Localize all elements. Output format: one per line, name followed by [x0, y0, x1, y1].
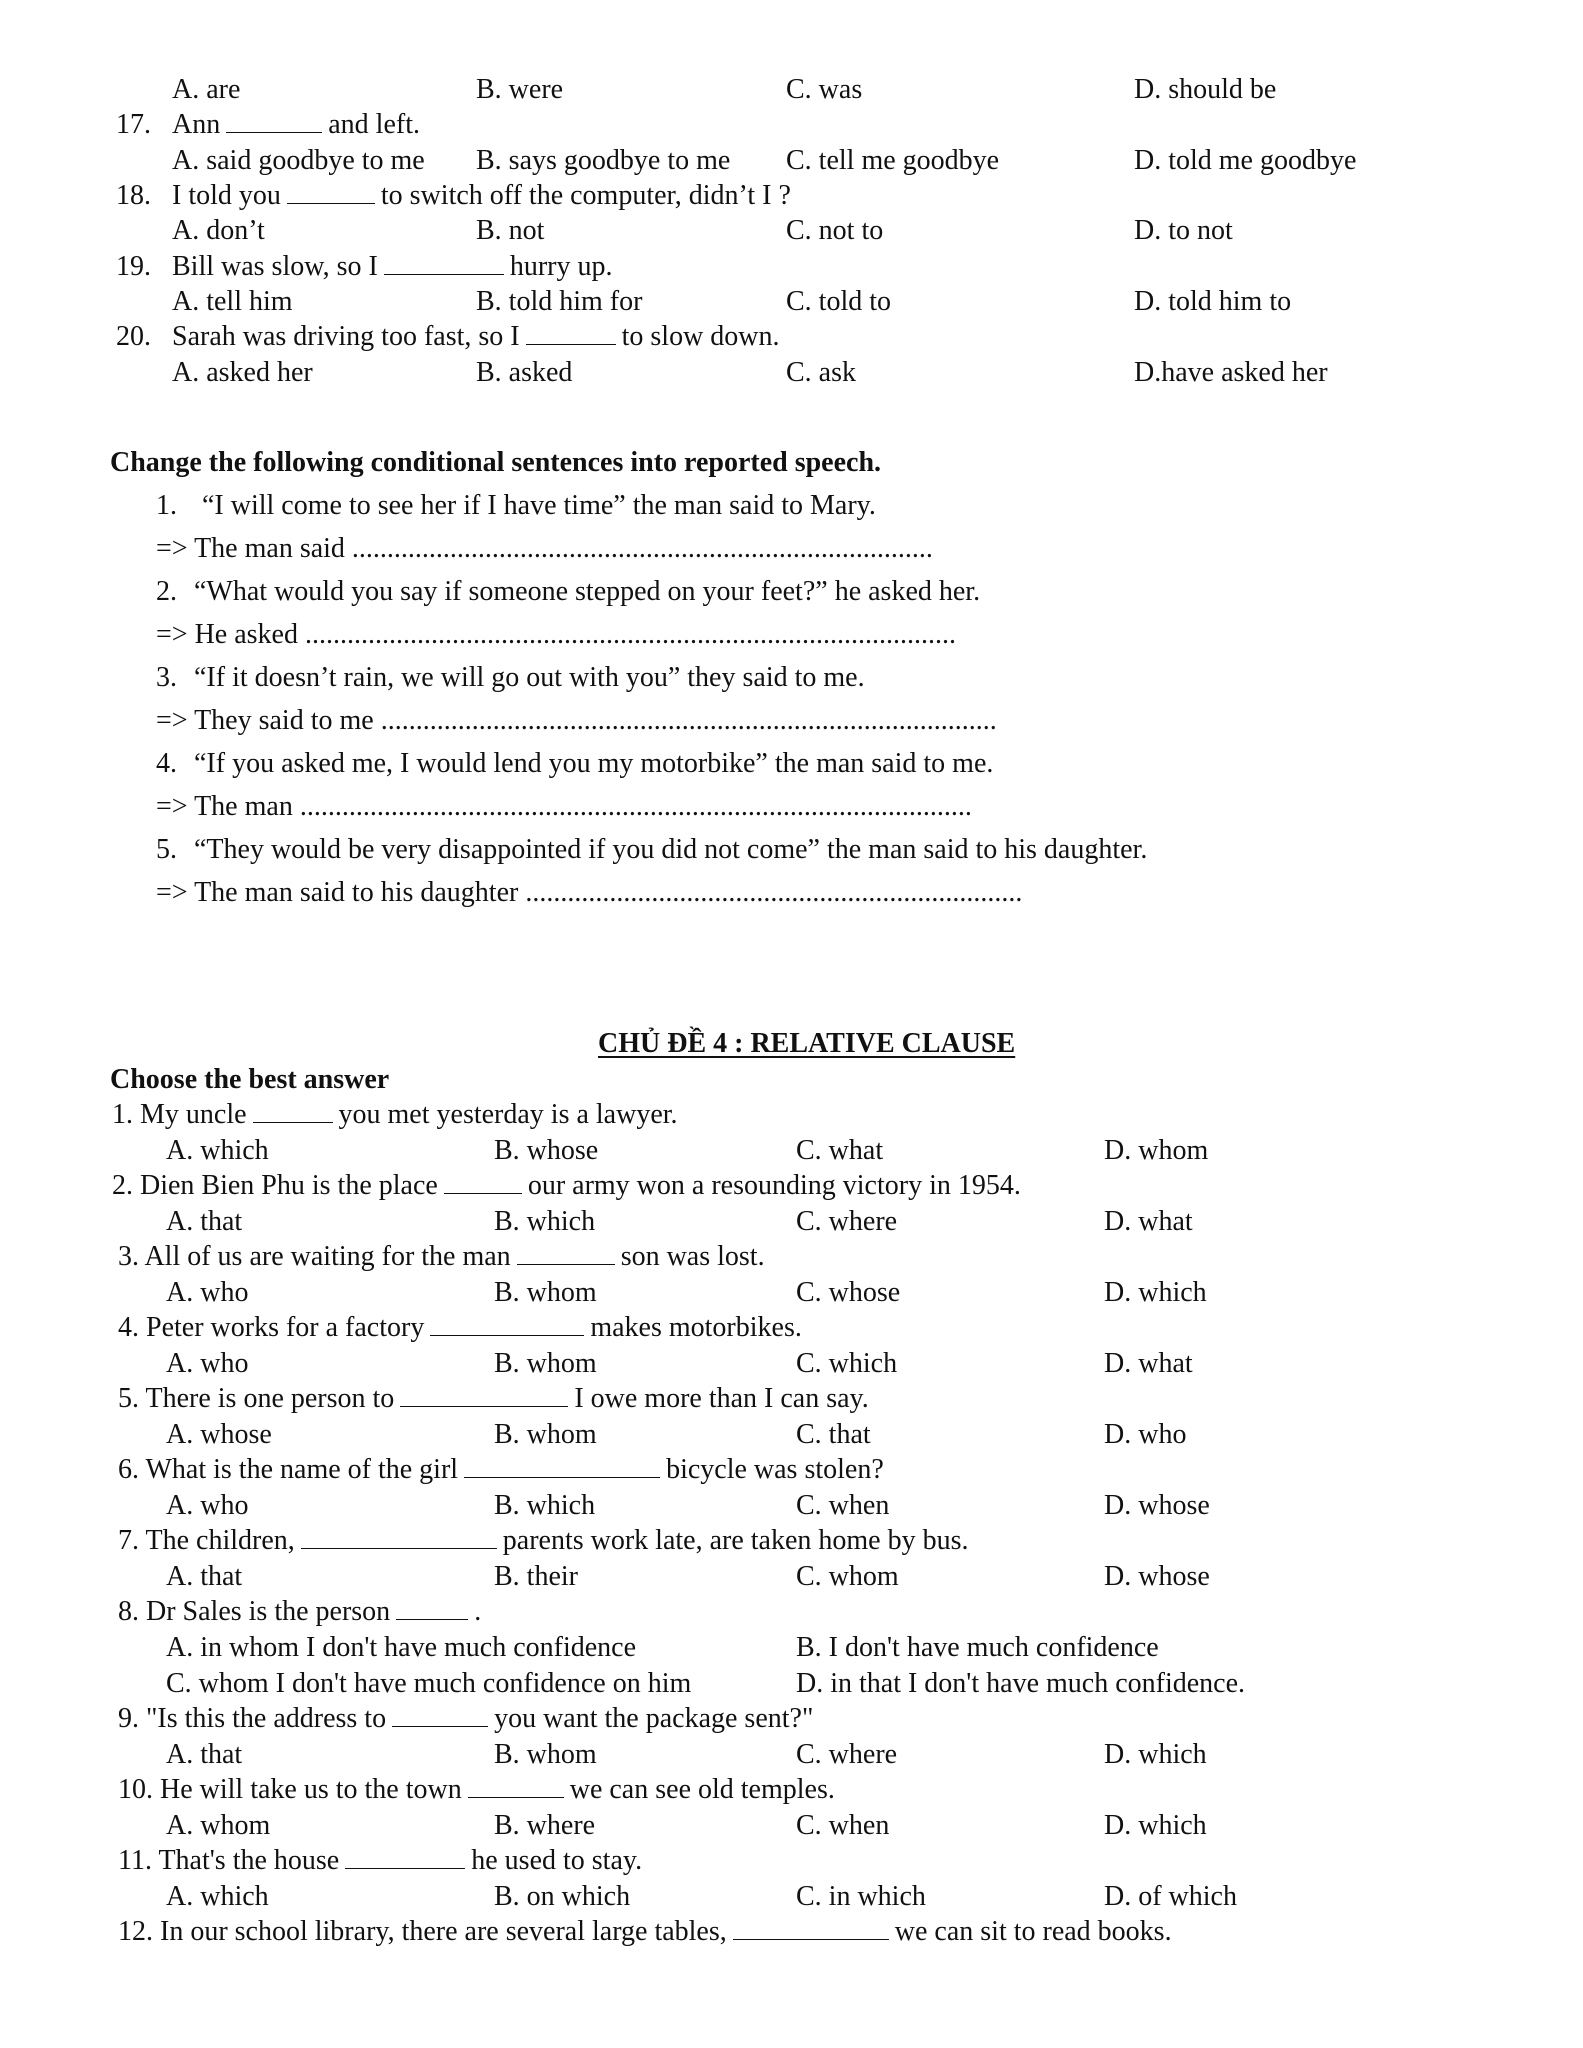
option-d: D.have asked her: [1134, 357, 1328, 388]
answer-prefix: => The man said: [156, 533, 345, 564]
stem-before: 9. "Is this the address to: [118, 1703, 387, 1734]
stem-after: to slow down.: [621, 321, 780, 352]
option-b: B. which: [494, 1206, 596, 1237]
option-a: A. which: [166, 1881, 269, 1912]
stem-before: 2. Dien Bien Phu is the place: [112, 1170, 438, 1201]
stem-after: you met yesterday is a lawyer.: [338, 1099, 678, 1130]
option-a: A. asked her: [172, 357, 313, 388]
answer-blank[interactable]: [345, 1844, 465, 1869]
stem-after: he used to stay.: [471, 1845, 643, 1876]
option-b: B. where: [494, 1810, 596, 1841]
option-a: A. that: [166, 1206, 243, 1237]
option-b: B. their: [494, 1561, 578, 1592]
option-a: A. are: [172, 74, 241, 105]
option-a: A. that: [166, 1739, 243, 1770]
answer-blank[interactable]: [287, 179, 375, 204]
option-c: C. told to: [786, 286, 892, 317]
option-c: C. when: [796, 1490, 890, 1521]
option-d: D. whose: [1104, 1561, 1210, 1592]
question-number: 17.: [116, 109, 151, 140]
answer-blank[interactable]: [253, 1098, 333, 1123]
answer-line-4[interactable]: [156, 790, 972, 824]
option-b: B. were: [476, 74, 564, 105]
stem-before: Ann: [172, 109, 221, 140]
option-a: A. whose: [166, 1419, 272, 1450]
answer-blank[interactable]: [444, 1169, 522, 1194]
option-c: C. not to: [786, 215, 884, 246]
answer-blank[interactable]: [517, 1240, 615, 1265]
question-number: 19.: [116, 251, 151, 282]
option-c: C. that: [796, 1419, 871, 1450]
answer-dots[interactable]: .......................................................................: [525, 877, 1023, 908]
answer-blank[interactable]: [468, 1773, 564, 1798]
option-a: A. who: [166, 1490, 249, 1521]
stem-after: we can see old temples.: [569, 1774, 835, 1805]
option-d: D. whom: [1104, 1135, 1209, 1166]
stem-after: parents work late, are taken home by bus.: [502, 1525, 969, 1556]
option-b: B. whom: [494, 1277, 597, 1308]
item-sentence: “If it doesn’t rain, we will go out with you” they said to me.: [194, 662, 865, 693]
rc-question-8: [118, 1595, 481, 1629]
option-b: B. I don't have much confidence: [796, 1632, 1159, 1663]
answer-dots[interactable]: ........................................................................................: [380, 705, 997, 736]
stem-before: 1. My uncle: [112, 1099, 247, 1130]
answer-dots[interactable]: .............................................................................................: [304, 619, 956, 650]
mcq-q18-stem: [116, 179, 791, 213]
option-c: C. whom I don't have much confidence on him: [166, 1668, 692, 1699]
option-c: C. where: [796, 1739, 898, 1770]
option-d: D. what: [1104, 1206, 1193, 1237]
option-c: C. what: [796, 1135, 884, 1166]
rc-question-2: [112, 1169, 1021, 1203]
item-number: 3.: [156, 662, 177, 693]
answer-line-2[interactable]: [156, 618, 956, 652]
conditional-item-4: [156, 747, 993, 781]
rc-question-4: [118, 1311, 802, 1345]
stem-before: Sarah was driving too fast, so I: [172, 321, 520, 352]
option-b: B. whose: [494, 1135, 599, 1166]
stem-after: makes motorbikes.: [590, 1312, 802, 1343]
answer-blank[interactable]: [384, 250, 504, 275]
stem-after: we can sit to read books.: [894, 1916, 1172, 1947]
option-d: D. which: [1104, 1810, 1207, 1841]
conditional-item-3: [156, 661, 865, 695]
option-a: A. who: [166, 1277, 249, 1308]
rc-question-9: [118, 1702, 813, 1736]
option-d: D. in that I don't have much confidence.: [796, 1668, 1246, 1699]
answer-blank[interactable]: [301, 1524, 497, 1549]
option-d: D. should be: [1134, 74, 1277, 105]
option-a: A. don’t: [172, 215, 265, 246]
option-d: D. what: [1104, 1348, 1193, 1379]
option-b: B. whom: [494, 1348, 597, 1379]
option-c: C. whose: [796, 1277, 901, 1308]
rc-question-12: [118, 1915, 1172, 1949]
question-number: 20.: [116, 321, 151, 352]
section-title-relative-clause: CHỦ ĐỀ 4 : RELATIVE CLAUSE: [598, 1028, 1016, 1059]
item-number: 1.: [156, 490, 177, 521]
option-b: B. says goodbye to me: [476, 145, 731, 176]
option-c: C. where: [796, 1206, 898, 1237]
stem-after: and left.: [328, 109, 420, 140]
answer-prefix: => The man: [156, 791, 293, 822]
rc-question-6: [118, 1453, 884, 1487]
section-heading-conditional: Change the following conditional sentences into reported speech.: [110, 447, 882, 478]
answer-dots[interactable]: ................................................................................................: [299, 791, 972, 822]
stem-before: Bill was slow, so I: [172, 251, 378, 282]
answer-blank[interactable]: [464, 1453, 660, 1478]
option-d: D. to not: [1134, 215, 1233, 246]
option-d: D. who: [1104, 1419, 1187, 1450]
answer-line-1[interactable]: [156, 532, 933, 566]
answer-blank[interactable]: [400, 1382, 568, 1407]
option-a: A. tell him: [172, 286, 293, 317]
option-b: B. which: [494, 1490, 596, 1521]
rc-question-1: [112, 1098, 678, 1132]
rc-question-7: [118, 1524, 969, 1558]
stem-before: 3. All of us are waiting for the man: [118, 1241, 511, 1272]
stem-after: our army won a resounding victory in 1954.: [527, 1170, 1021, 1201]
item-sentence: “What would you say if someone stepped on your feet?” he asked her.: [194, 576, 981, 607]
stem-after: bicycle was stolen?: [666, 1454, 884, 1485]
option-a: A. in whom I don't have much confidence: [166, 1632, 637, 1663]
answer-line-5[interactable]: [156, 876, 1022, 910]
option-d: D. told him to: [1134, 286, 1292, 317]
stem-before: 12. In our school library, there are several large tables,: [118, 1916, 727, 1947]
option-b: B. told him for: [476, 286, 643, 317]
answer-blank[interactable]: [430, 1311, 584, 1336]
option-c: C. was: [786, 74, 863, 105]
answer-prefix: => He asked: [156, 619, 298, 650]
option-a: A. who: [166, 1348, 249, 1379]
stem-before: 4. Peter works for a factory: [118, 1312, 425, 1343]
option-d: D. which: [1104, 1739, 1207, 1770]
option-d: D. told me goodbye: [1134, 145, 1357, 176]
stem-before: 5. There is one person to: [118, 1383, 395, 1414]
stem-before: 11. That's the house: [118, 1845, 340, 1876]
rc-question-5: [118, 1382, 869, 1416]
option-a: A. which: [166, 1135, 269, 1166]
conditional-item-2: [156, 575, 980, 609]
answer-dots[interactable]: ...................................................................................: [351, 533, 933, 564]
stem-before: 7. The children,: [118, 1525, 295, 1556]
rc-question-11: [118, 1844, 642, 1878]
option-c: C. in which: [796, 1881, 926, 1912]
stem-after: hurry up.: [509, 251, 613, 282]
option-c: C. ask: [786, 357, 856, 388]
mcq-q19-stem: [116, 250, 613, 284]
stem-after: you want the package sent?": [494, 1703, 814, 1734]
answer-blank[interactable]: [733, 1915, 889, 1940]
answer-blank[interactable]: [526, 320, 616, 345]
conditional-item-5: [156, 833, 1147, 867]
stem-after: .: [474, 1596, 482, 1627]
option-c: C. whom: [796, 1561, 899, 1592]
option-b: B. on which: [494, 1881, 631, 1912]
option-b: B. asked: [476, 357, 573, 388]
stem-before: I told you: [172, 180, 281, 211]
answer-blank[interactable]: [392, 1702, 488, 1727]
option-d: D. whose: [1104, 1490, 1210, 1521]
item-number: 5.: [156, 834, 177, 865]
stem-before: 8. Dr Sales is the person: [118, 1596, 391, 1627]
item-number: 4.: [156, 748, 177, 779]
option-b: B. whom: [494, 1419, 597, 1450]
rc-question-10: [118, 1773, 835, 1807]
answer-prefix: => The man said to his daughter: [156, 877, 519, 908]
option-c: C. which: [796, 1348, 898, 1379]
item-sentence: “If you asked me, I would lend you my motorbike” the man said to me.: [194, 748, 994, 779]
stem-after: to switch off the computer, didn’t I ?: [380, 180, 791, 211]
stem-after: I owe more than I can say.: [574, 1383, 869, 1414]
option-b: B. not: [476, 215, 545, 246]
option-d: D. which: [1104, 1277, 1207, 1308]
answer-blank[interactable]: [226, 108, 322, 133]
mcq-q20-stem: [116, 320, 780, 354]
stem-before: 10. He will take us to the town: [118, 1774, 462, 1805]
item-sentence: “They would be very disappointed if you did not come” the man said to his daughter.: [194, 834, 1148, 865]
conditional-item-1: [156, 489, 876, 523]
item-number: 2.: [156, 576, 177, 607]
answer-line-3[interactable]: [156, 704, 997, 738]
stem-after: son was lost.: [620, 1241, 765, 1272]
option-c: C. tell me goodbye: [786, 145, 1000, 176]
question-number: 18.: [116, 180, 151, 211]
option-a: A. that: [166, 1561, 243, 1592]
mcq-q17-stem: [116, 108, 420, 142]
rc-question-3: [118, 1240, 765, 1274]
answer-blank[interactable]: [396, 1595, 468, 1620]
option-b: B. whom: [494, 1739, 597, 1770]
item-sentence: “I will come to see her if I have time” the man said to Mary.: [202, 490, 876, 521]
instruction-choose-best: Choose the best answer: [110, 1064, 390, 1095]
option-c: C. when: [796, 1810, 890, 1841]
option-a: A. whom: [166, 1810, 271, 1841]
answer-prefix: => They said to me: [156, 705, 374, 736]
option-a: A. said goodbye to me: [172, 145, 425, 176]
stem-before: 6. What is the name of the girl: [118, 1454, 459, 1485]
option-d: D. of which: [1104, 1881, 1237, 1912]
